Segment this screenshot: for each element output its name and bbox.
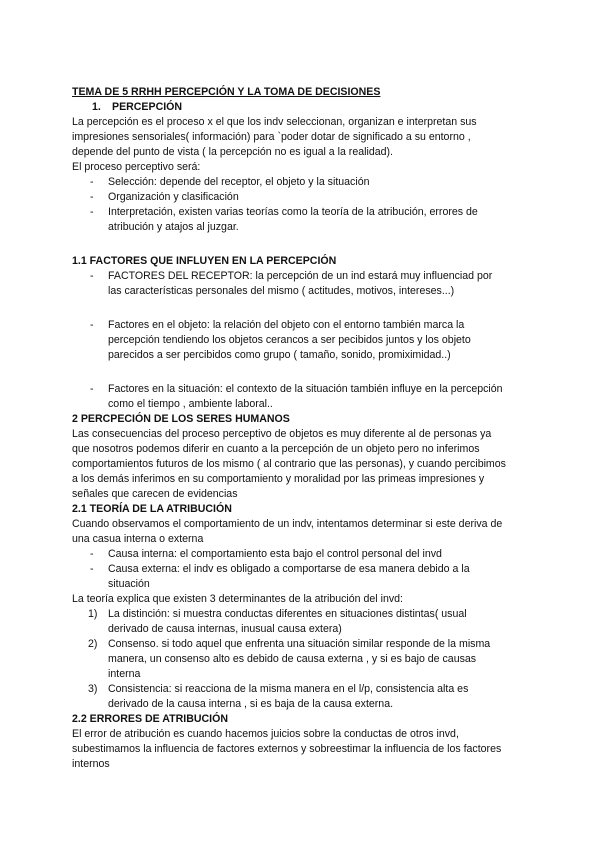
- dash-marker: -: [90, 191, 94, 203]
- text-line: Factores en el objeto: la relación del objeto con el entorno también marca la: [108, 319, 465, 331]
- text-line: El error de atribución es cuando hacemos juicios sobre la conductas de otros invd,: [72, 728, 459, 740]
- text-line: señales que carecen de evidencias: [72, 488, 238, 500]
- dash-marker: -: [90, 383, 94, 395]
- list-number: 2): [88, 638, 98, 650]
- text-line: como el tiempo , ambiente laboral..: [108, 398, 273, 410]
- section-2-heading: 2 PERCPECIÓN DE LOS SERES HUMANOS: [72, 413, 290, 425]
- text-line: La distinción: si muestra conductas diferentes en situaciones distintas( usual: [108, 608, 467, 620]
- section-2-1-heading: 2.1 TEORÍA DE LA ATRIBUCIÓN: [72, 503, 232, 515]
- text-line: Organización y clasificación: [108, 191, 239, 203]
- text-line: Consenso. si todo aquel que enfrenta una situación similar responde de la misma: [108, 638, 491, 650]
- list-item: [72, 637, 540, 682]
- text-line: impresiones sensoriales( información) para `poder dotar de significado a su entorno ,: [72, 131, 471, 143]
- text-line: atribución y atajos al juzgar.: [108, 221, 239, 233]
- list-item: [72, 562, 540, 592]
- section-2-2-paragraph: [72, 727, 540, 772]
- text-line: Las consecuencias del proceso perceptivo de objetos es muy diferente al de personas ya: [72, 428, 492, 440]
- section-1-heading: [92, 100, 540, 115]
- list-number: 3): [88, 683, 98, 695]
- text-line: FACTORES DEL RECEPTOR: la percepción de un ind estará muy influenciad por: [108, 270, 493, 282]
- list-item: [72, 190, 540, 205]
- dash-marker: -: [90, 563, 94, 575]
- list-item: [72, 607, 540, 637]
- list-item: [72, 382, 540, 412]
- text-line: Factores en la situación: el contexto de la situación también influye en la percepción: [108, 383, 503, 395]
- text-line: Causa interna: el comportamiento esta bajo el control personal del invd: [108, 548, 442, 560]
- text-line: Consistencia: si reacciona de la misma manera en el l/p, consistencia alta es: [108, 683, 469, 695]
- text-line: a los demás inferimos en su comportamiento y moralidad por las primeas impresiones y: [72, 473, 485, 485]
- list-item: [72, 269, 540, 299]
- determinants-intro: La teoría explica que existen 3 determinantes de la atribución del invd:: [72, 593, 403, 605]
- text-line: que nosotros podemos diferir en cuanto a la percepción de un objeto pero no inferimos: [72, 443, 480, 455]
- text-line: derivado de causa internas, inusual causa extera): [108, 623, 342, 635]
- text-line: La percepción es el proceso x el que los indv seleccionan, organizan e interpretan sus: [72, 116, 477, 128]
- text-line: subestimamos la influencia de factores externos y sobreestimar la influencia de los factores: [72, 743, 502, 755]
- determinants-list: [72, 607, 540, 712]
- text-line: las características personales del mismo ( actitudes, motivos, intereses...): [108, 285, 455, 297]
- section-1-1-heading: 1.1 FACTORES QUE INFLUYEN EN LA PERCEPCIÓN: [72, 255, 337, 267]
- dash-marker: -: [90, 319, 94, 331]
- list-item: [72, 205, 540, 235]
- text-line: interna: [108, 668, 141, 680]
- list-number: 1): [88, 608, 98, 620]
- section-1-number: 1.: [92, 101, 101, 113]
- dash-marker: -: [90, 548, 94, 560]
- text-line: situación: [108, 578, 150, 590]
- dash-marker: -: [90, 206, 94, 218]
- section-2-2-heading: 2.2 ERRORES DE ATRIBUCIÓN: [72, 713, 228, 725]
- list-item: [72, 547, 540, 562]
- text-line: depende del punto de vista ( la percepción no es igual a la realidad).: [72, 146, 393, 158]
- text-line: internos: [72, 758, 110, 770]
- text-line: manera, un consenso alto es debido de causa externa , y si es bajo de causas: [108, 653, 477, 665]
- list-item: [72, 318, 540, 363]
- text-line: parecidos a ser percibidos como grupo ( tamaño, sonido, promiximidad..): [108, 349, 451, 361]
- text-line: comportamientos futuros de los mismo ( al contrario que las personas), y cuando percibimos: [72, 458, 506, 470]
- text-line: una casua interna o externa: [72, 533, 204, 545]
- dash-marker: -: [90, 270, 94, 282]
- process-intro: El proceso perceptivo será:: [72, 161, 201, 173]
- text-line: Interpretación, existen varias teorías como la teoría de la atribución, errores de: [108, 206, 478, 218]
- text-line: percepción tendiendo los objetos cerancos a ser pecibidos juntos y los objeto: [108, 334, 471, 346]
- text-line: Causa externa: el indv es obligado a comportarse de esa manera debido a la: [108, 563, 470, 575]
- section-2-paragraph: [72, 427, 540, 502]
- text-line: Cuando observamos el comportamiento de un indv, intentamos determinar si este deriva de: [72, 518, 503, 530]
- document-title: TEMA DE 5 RRHH PERCEPCIÓN Y LA TOMA DE DECISIONES: [72, 86, 381, 98]
- cause-list: [72, 547, 540, 592]
- factors-list: [72, 269, 540, 412]
- process-list: [72, 175, 540, 235]
- section-2-1-paragraph: [72, 517, 540, 547]
- section-1-title: PERCEPCIÓN: [112, 101, 183, 113]
- section-1-paragraph: [72, 115, 540, 160]
- list-item: [72, 175, 540, 190]
- dash-marker: -: [90, 176, 94, 188]
- text-line: Selección: depende del receptor, el objeto y la situación: [108, 176, 370, 188]
- text-line: derivado de la causa interna , si es baja de la causa externa.: [108, 698, 394, 710]
- list-item: [72, 682, 540, 712]
